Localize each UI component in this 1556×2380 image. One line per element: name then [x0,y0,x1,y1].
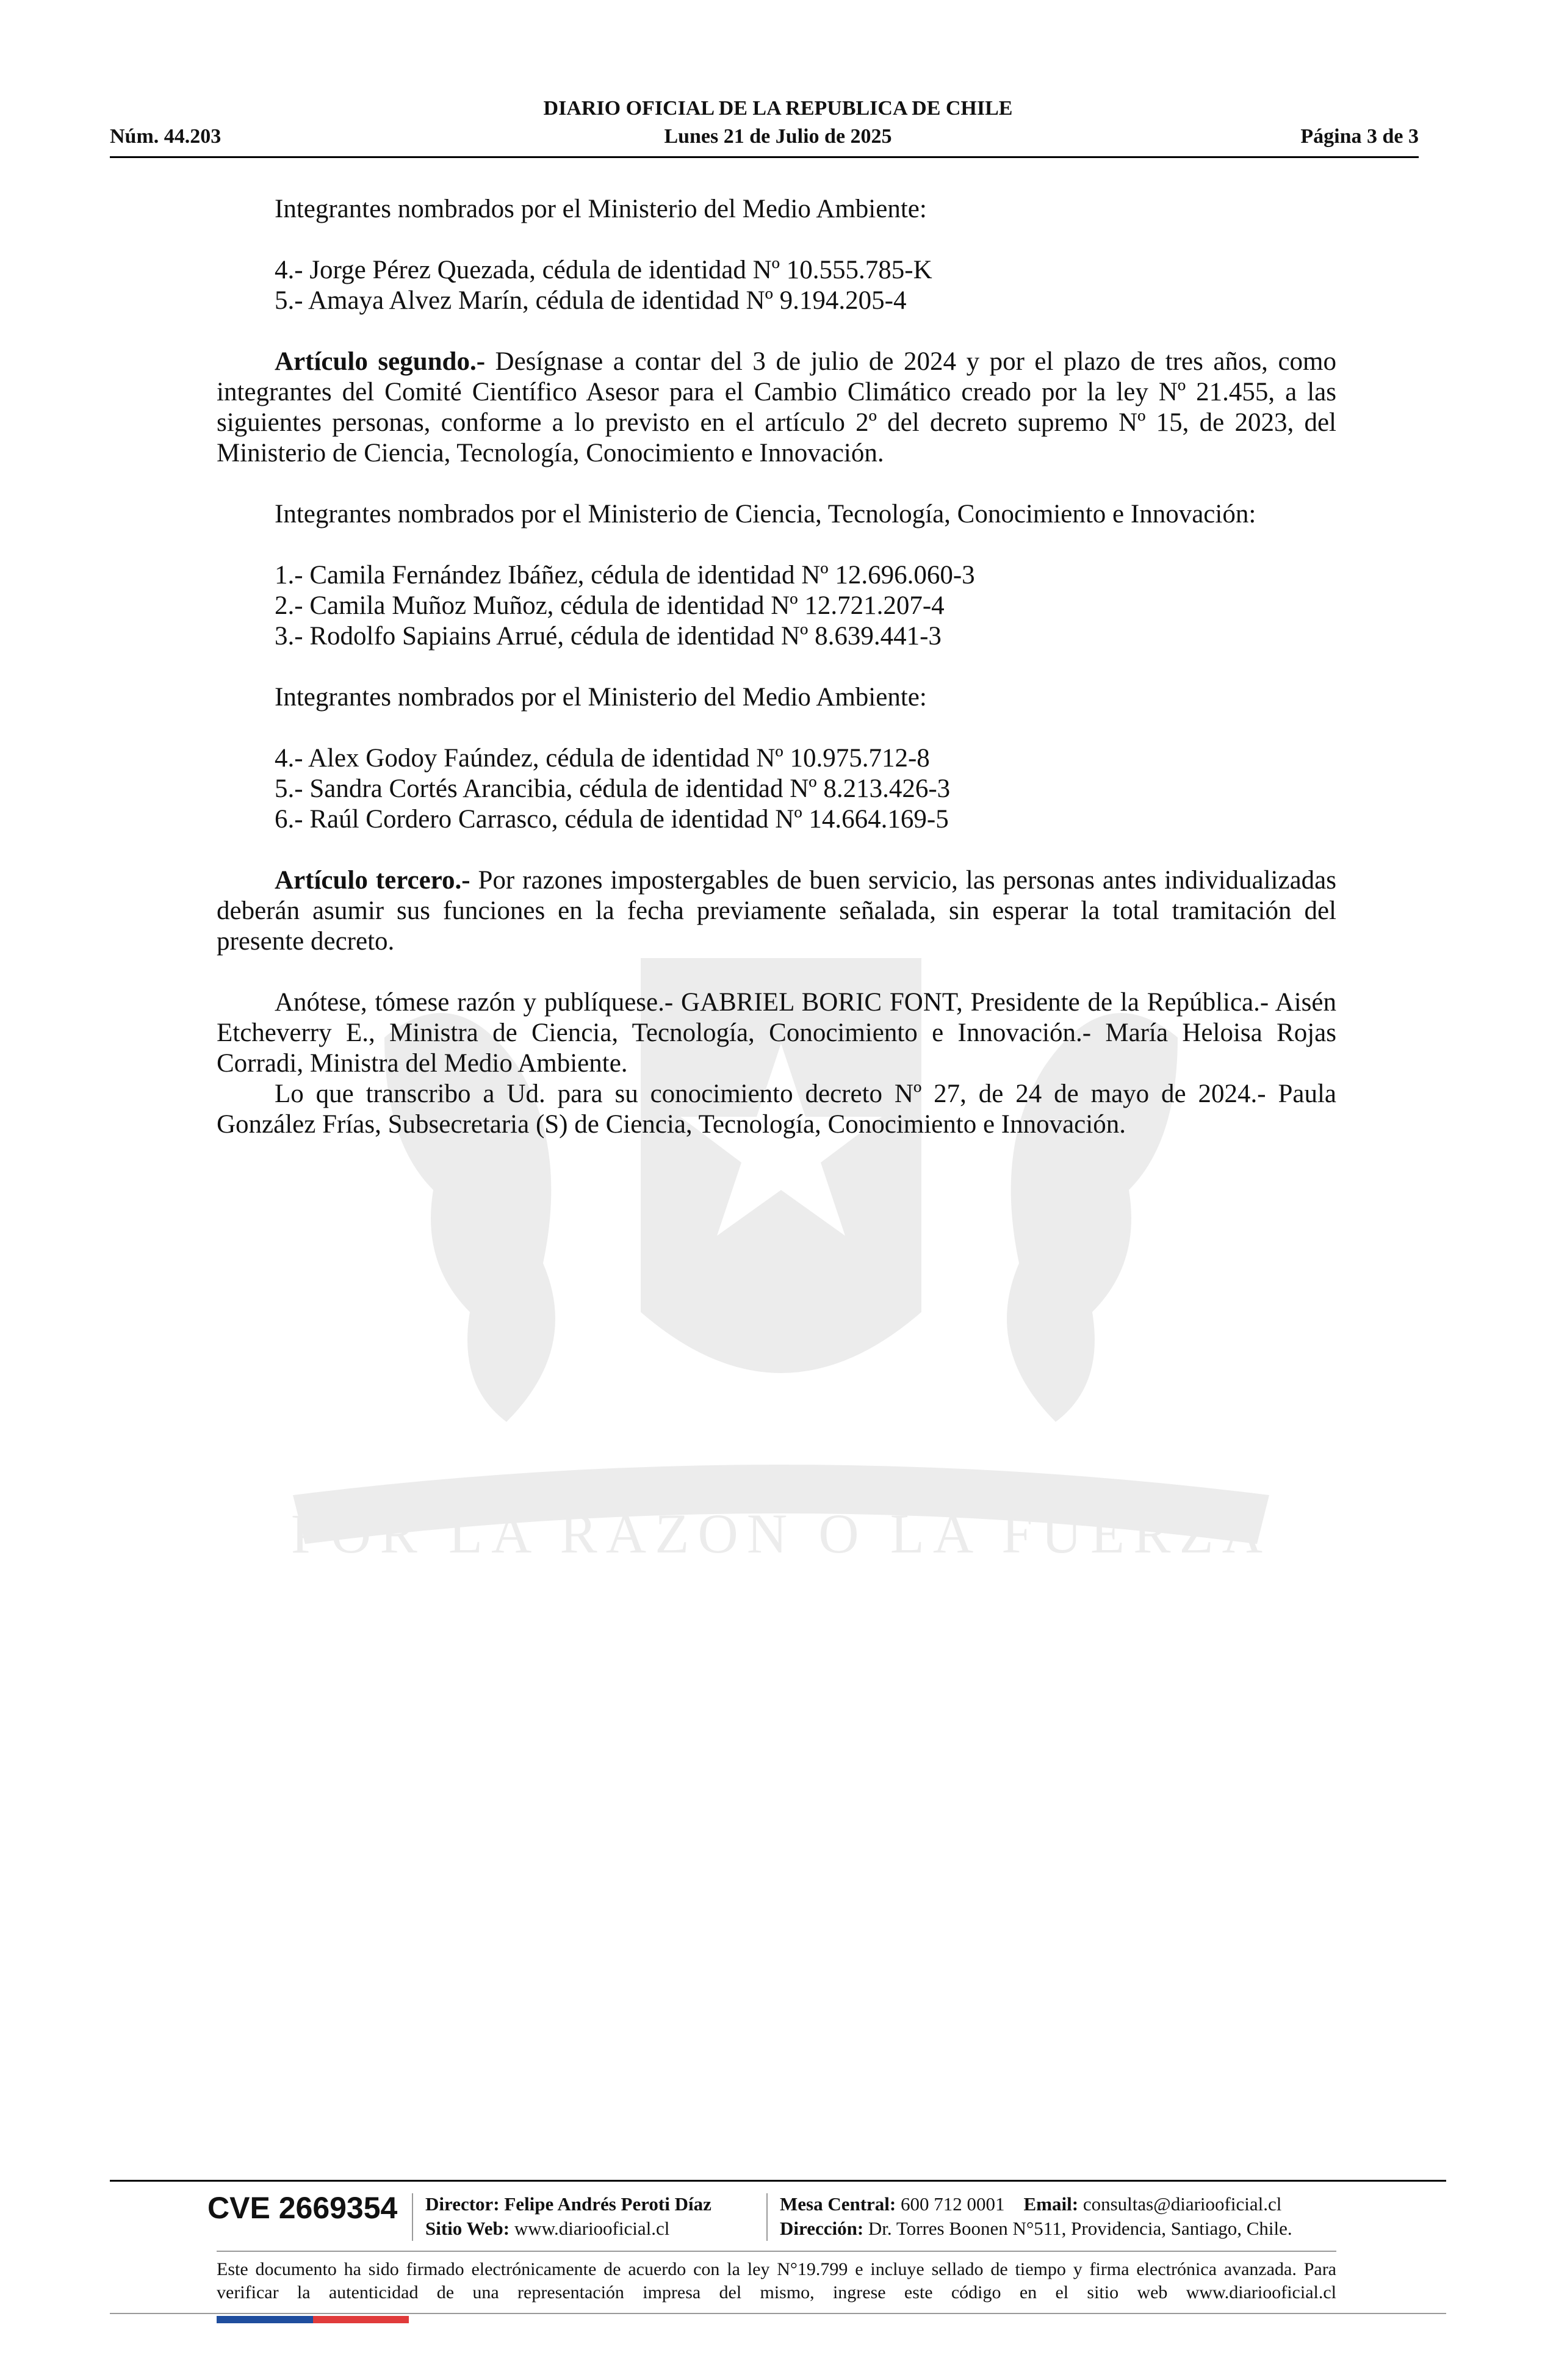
phone-value: 600 712 0001 [896,2193,1005,2215]
article-second [217,347,1336,469]
footer-director-block [425,2192,711,2241]
list-item: 3.- Rodolfo Sapiains Arrué, cédula de identidad Nº 8.639.441-3 [275,622,942,651]
list-item: 5.- Sandra Cortés Arancibia, cédula de identidad Nº 8.213.426-3 [275,774,951,803]
footer-separator [766,2193,768,2241]
email-link[interactable]: consultas@diariooficial.cl [1078,2193,1282,2215]
article-third-heading: Artículo tercero.- [275,866,470,895]
list-item: 5.- Amaya Alvez Marín, cédula de identidad Nº 9.194.205-4 [275,286,907,315]
list-item: 1.- Camila Fernández Ibáñez, cédula de identidad Nº 12.696.060-3 [275,561,975,590]
electronic-signature-note: Este documento ha sido firmado electrónicamente de acuerdo con la ley N°19.799 e incluye sellado de tiempo y firma electrónica avanzada. Para verificar la autenticidad de una representación impresa del mismo, ingrese este código en el sitio web www.diariooficial.cl [217,2259,1336,2302]
header-divider [110,156,1419,158]
issue-date: Lunes 21 de Julio de 2025 [664,125,892,148]
cve-code: CVE 2669354 [207,2191,398,2225]
director-label: Director: [425,2193,500,2215]
article-third-text: Por razones impostergables de buen servicio, las personas antes individualizadas deberán asumir sus funciones en la fecha previamente señalada, sin esperar la total tramitación del presente decreto. [217,866,1336,956]
members-science-heading: Integrantes nombrados por el Ministerio de Ciencia, Tecnología, Conocimiento e Innovación: [275,500,1256,528]
list-item: 6.- Raúl Cordero Carrasco, cédula de identidad Nº 14.664.169-5 [275,805,949,834]
watermark-motto: POR LA RAZON O LA FUERZA [290,1502,1272,1565]
website-label: Sitio Web: [425,2218,510,2239]
article-second-text: Desígnase a contar del 3 de julio de 2024 y por el plazo de tres años, como integrantes del Comité Científico Asesor para el Cambio Climático creado por la ley Nº 21.455, a las siguientes personas, conforme a lo previsto en el artículo 2º del decreto supremo Nº 15, de 2023, del Ministerio de Ciencia, Tecnología, Conocimiento e Innovación. [217,347,1336,467]
closing-transcription: Lo que transcribo a Ud. para su conocimiento decreto Nº 27, de 24 de mayo de 2024.- Paula González Frías, Subsecretaria (S) de Ciencia, Tecnología, Conocimiento e Innovación. [217,1080,1336,1139]
email-label: Email: [1023,2193,1079,2215]
address-label: Dirección: [780,2218,864,2239]
flag-stripe-red [313,2316,409,2323]
flag-stripe-blue [217,2316,313,2323]
footer-contact-block [780,2192,1292,2241]
closing-signatures: Anótese, tómese razón y publíquese.- GABRIEL BORIC FONT, Presidente de la República.- Aisén Etcheverry E., Ministra de Ciencia, Tecnología, Conocimiento e Innovación.- María Heloisa Rojas Corradi, Ministra del Medio Ambiente. [217,988,1336,1078]
list-item: 2.- Camila Muñoz Muñoz, cédula de identidad Nº 12.721.207-4 [275,591,945,620]
newspaper-title: DIARIO OFICIAL DE LA REPUBLICA DE CHILE [543,97,1013,120]
document-body [217,194,1336,1140]
footer-divider-mid [217,2251,1336,2252]
footer-separator [412,2193,413,2241]
article-third [217,865,1336,957]
website-link[interactable]: www.diariooficial.cl [510,2218,670,2239]
address-value: Dr. Torres Boonen N°511, Providencia, Santiago, Chile. [863,2218,1292,2239]
phone-label: Mesa Central: [780,2193,896,2215]
members-environment-heading-2: Integrantes nombrados por el Ministerio del Medio Ambiente: [275,683,927,712]
article-second-heading: Artículo segundo.- [275,347,486,376]
list-item: 4.- Alex Godoy Faúndez, cédula de identidad Nº 10.975.712-8 [275,744,930,773]
members-environment-heading: Integrantes nombrados por el Ministerio del Medio Ambiente: [275,195,927,223]
issue-number: Núm. 44.203 [110,125,222,148]
footer-divider-bottom [110,2313,1446,2314]
page-number: Página 3 de 3 [1300,125,1419,148]
list-item: 4.- Jorge Pérez Quezada, cédula de identidad Nº 10.555.785-K [275,256,932,284]
footer-divider-top [110,2180,1446,2182]
director-value: Felipe Andrés Peroti Díaz [499,2193,711,2215]
